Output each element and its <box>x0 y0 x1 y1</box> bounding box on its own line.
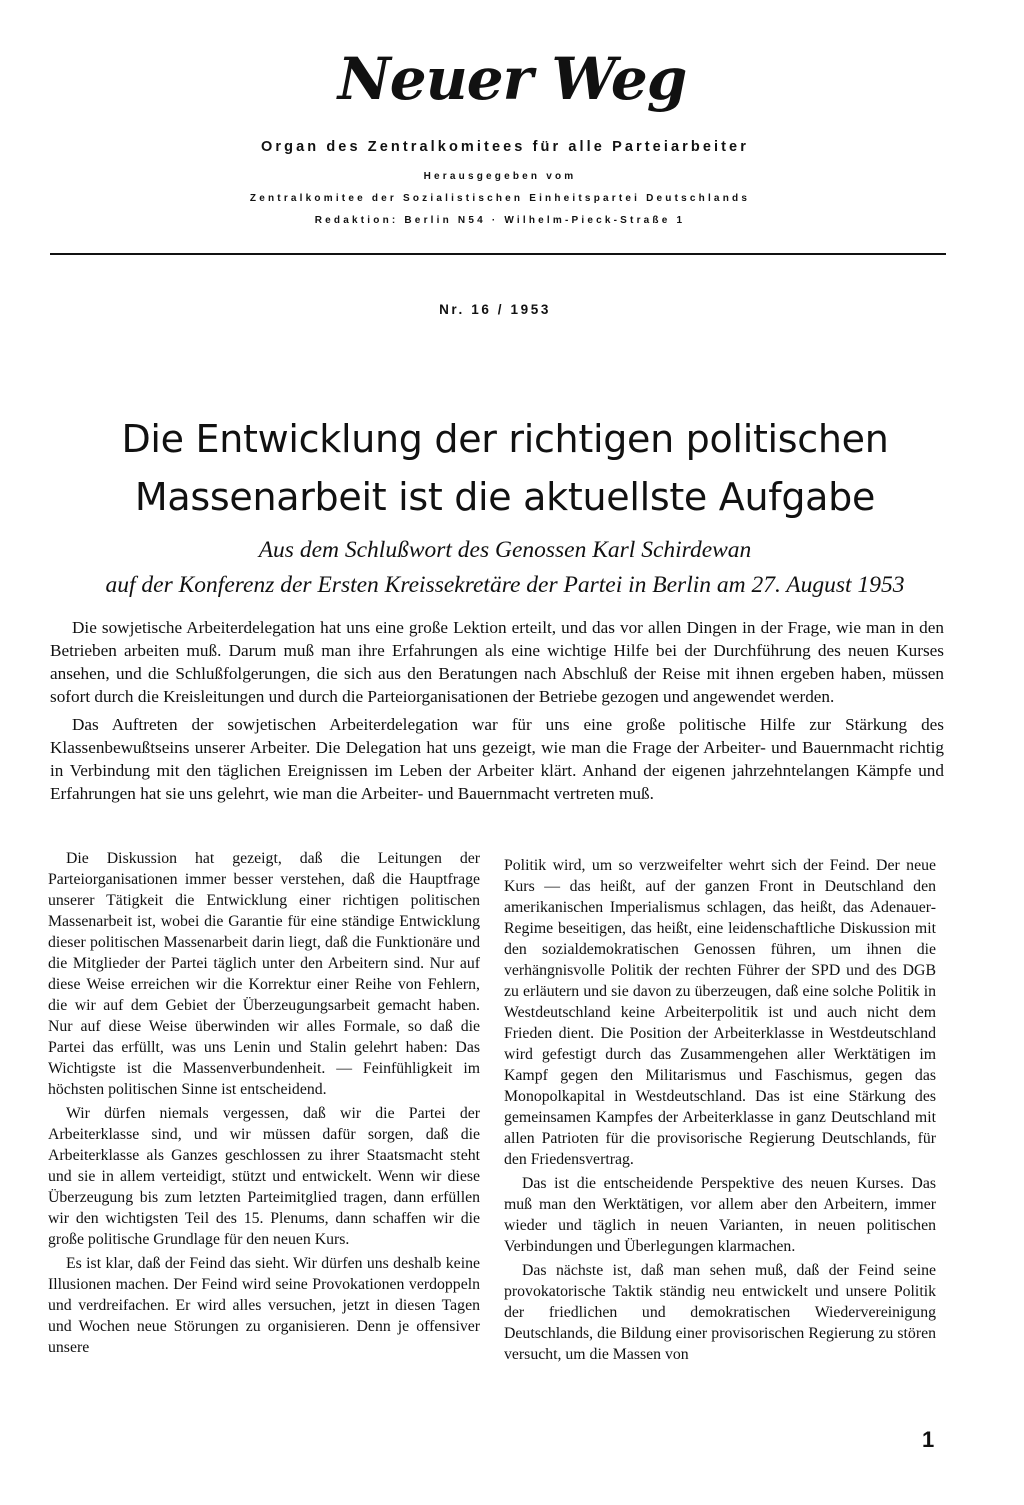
masthead-publisher-line: Herausgegeben vom <box>423 171 577 182</box>
body-paragraph: Es ist klar, daß der Feind das sieht. Wir dürfen uns deshalb keine Illusionen machen. Der Feind wird seine Provokationen verdoppeln und verdreifachen. Er wird alles versuchen, jetzt in diesen Tagen und Wochen neue Störungen zu organisieren. Denn je offensiver unsere <box>48 1255 480 1356</box>
masthead-rule <box>50 253 946 255</box>
issue-number: Nr. 16 / 1953 <box>439 302 551 317</box>
article-subhead <box>0 533 1010 603</box>
article-headline <box>0 410 1010 526</box>
headline-line-2: Massenarbeit ist die aktuellste Aufgabe <box>134 475 876 519</box>
masthead-publisher: Zentralkomitee der Sozialistischen Einheitspartei Deutschlands <box>249 193 751 204</box>
body-paragraph: Das nächste ist, daß man sehen muß, daß der Feind seine provokatorische Taktik ständig neu entwickelt und unsere Politik der friedlichen und demokratischen Wiedervereinigung Deutschlands, die Bildung einer provisorischen Regierung zu stören versucht, um die Massen von <box>504 1262 936 1363</box>
right-column <box>504 855 936 1368</box>
body-paragraph: Die Diskussion hat gezeigt, daß die Leitungen der Parteiorganisationen immer besser verstehen, daß die Hauptfrage unserer Tätigkeit die Entwicklung einer richtigen politischen Massenarbeit ist, wobei die Garantie für eine ständige Entwicklung dieser politischen Massenarbeit darin liegt, daß die Funktionäre und die Mitglieder der Partei täglich unter den Arbeitern sind. Nur auf diese Weise erreichen wir die Korrektur einer Reihe von Fehlern, die wir auf dem Gebiet der Überzeugungsarbeit gemacht haben. Nur auf diese Weise überwinden wir alles Formale, so daß die Partei das erfüllt, was uns Lenin und Stalin gelehrt haben: Das Wichtigste ist die Massenverbundenheit. — Feinfühligkeit im höchsten politischen Sinne ist entscheidend. <box>48 850 480 1098</box>
page-number: 1 <box>922 1427 935 1452</box>
masthead-subtitle: Organ des Zentralkomitees für alle Parteiarbeiter <box>261 139 749 155</box>
body-paragraph: Das ist die entscheidende Perspektive des neuen Kurses. Das muß man den Werktätigen, vor allem aber den Arbeitern, immer wieder und täglich in neuen Varianten, in neuen politischen Verbindungen und Überlegungen klarmachen. <box>504 1175 936 1255</box>
masthead-editorial: Redaktion: Berlin N54 · Wilhelm-Pieck-Straße 1 <box>314 215 686 226</box>
subhead-line-2: auf der Konferenz der Ersten Kreissekretäre der Partei in Berlin am 27. August 1953 <box>105 572 905 598</box>
headline-line-1: Die Entwicklung der richtigen politischen <box>121 417 889 461</box>
intro-paragraph: Die sowjetische Arbeiterdelegation hat uns eine große Lektion erteilt, und das vor allen Dingen in der Frage, wie man in den Betrieben arbeiten muß. Darum muß man ihre Erfahrungen als eine wichtige Hilfe bei der Durchführung des neuen Kurses ansehen, und die Schlußfolgerungen, die sich aus den Beratungen nach Abschluß der Reise mit ihnen ergeben haben, müssen sofort durch die Kreisleitungen und durch die Parteiorganisationen der Betriebe gezogen und angewendet werden. <box>50 618 944 706</box>
masthead-title: Neuer Weg <box>337 45 687 113</box>
body-paragraph: Politik wird, um so verzweifelter wehrt sich der Feind. Der neue Kurs — das heißt, auf der ganzen Front in Deutschland den amerikanischen Imperialismus schlagen, das heißt, das Adenauer-Regime beseitigen, das heißt, eine leidenschaftliche Diskussion mit den sozialdemokratischen Genossen führen, um ihnen die verhängnisvolle Politik der rechten Führer der SPD und des DGB zu erläutern und sie davon zu überzeugen, daß eine solche Politik in Westdeutschland keine Arbeiterpolitik ist und auch nicht dem Frieden dient. Die Position der Arbeiterklasse in Westdeutschland wird gefestigt durch das Zusammengehen aller Werktätigen im Kampf gegen den Militarismus und Faschismus, gegen das Monopolkapital in Westdeutschland. Das ist eine Stärkung des gemeinsamen Kampfes der Arbeiterklasse in ganz Deutschland mit allen Patrioten für die provisorische Regierung Deutschlands, für den Friedensvertrag. <box>504 857 936 1168</box>
subhead-line-1: Aus dem Schlußwort des Genossen Karl Schirdewan <box>258 537 752 563</box>
body-paragraph: Wir dürfen niemals vergessen, daß wir die Partei der Arbeiterklasse sind, und wir müssen dafür sorgen, daß die Arbeiterklasse als Ganzes geschlossen zu ihrer Staatsmacht steht und sie in allem verteidigt, stützt und entwickelt. Wenn wir diese Überzeugung bis zum letzten Parteimitglied tragen, dann erfüllen wir den wichtigsten Teil des 15. Plenums, dann schaffen wir die große politische Grundlage für den neuen Kurs. <box>48 1105 480 1248</box>
article-intro <box>50 616 944 810</box>
left-column <box>48 848 480 1361</box>
intro-paragraph: Das Auftreten der sowjetischen Arbeiterdelegation war für uns eine große politische Hilfe zur Stärkung des Klassenbewußtseins unserer Arbeiter. Die Delegation hat uns gezeigt, wie man die Frage der Arbeiter- und Bauernmacht richtig in Verbindung mit den täglichen Ereignissen im Leben der Arbeiter klärt. Anhand der eigenen jahrzehntelangen Kämpfe und Erfahrungen hat sie uns gelehrt, wie man die Arbeiter- und Bauernmacht vertreten muß. <box>50 715 944 803</box>
